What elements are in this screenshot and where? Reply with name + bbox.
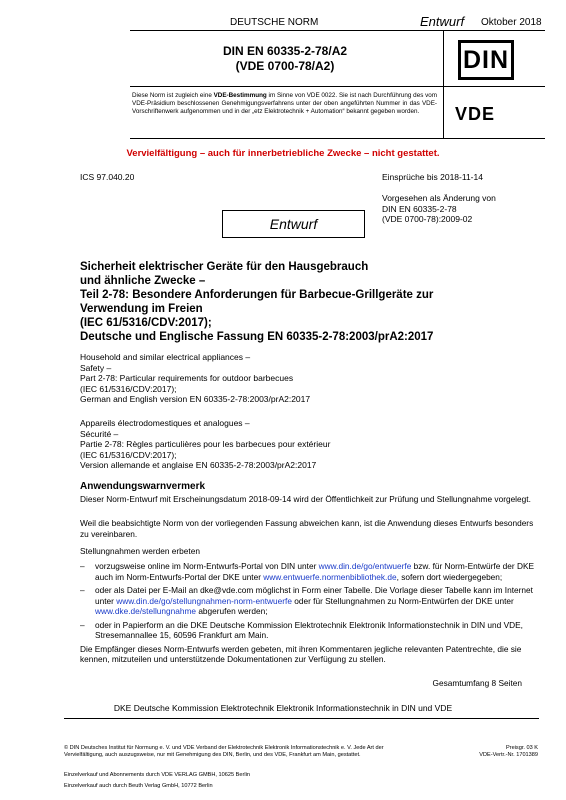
- warning-heading: Anwendungswarnvermerk: [80, 481, 206, 492]
- document-number: [175, 44, 395, 74]
- din-logo: DIN: [458, 40, 514, 80]
- din-entwuerfe-link[interactable]: www.din.de/go/entwuerfe: [318, 561, 412, 571]
- price-info: [450, 745, 538, 759]
- footer-rule: [64, 718, 539, 719]
- title-block-bottom-rule: [130, 138, 545, 139]
- list-item: – oder in Papierform an die DKE Deutsche Kommission Elektrotechnik Elektronik Informationstechnik in DIN und VDE, Stresemannallee 15, 60596 Frankfurt am Main.: [80, 619, 523, 640]
- norm-type-label: DEUTSCHE NORM: [230, 17, 319, 28]
- objection-deadline: Einsprüche bis 2018-11-14: [382, 172, 483, 182]
- document-number-line2: (VDE 0700-78/A2): [235, 59, 335, 73]
- sales-beuth-verlag: Einzelverkauf auch durch Beuth Verlag GmbH, 10772 Berlin: [64, 783, 213, 789]
- din-stellungnahmen-link[interactable]: www.din.de/go/stellungnahmen-norm-entwuerfe: [116, 595, 292, 606]
- title-english: Household and similar electrical appliances – Safety – Part 2-78: Particular requirements for outdoor barbecues (IEC 61/5316/CDV:2017); German and English version EN 60335-2-78:2003/prA2:2017: [80, 352, 311, 404]
- list-item: – oder als Datei per E-Mail an dke@vde.com möglichst in Form einer Tabelle. Die Vorlage dieser Tabelle kann im Internet unter www.din.de/go/stellungnahmen-norm-entwuerfe oder für Stellungnahmen zu Norm-Entwürfen der DKE unter www.dke.de/stellungnahme abgerufen werden;: [80, 585, 533, 616]
- comments-requested: Stellungnahmen werden erbeten: [80, 546, 200, 556]
- title-block-rule: [130, 86, 545, 87]
- title-french: Appareils électrodomestiques et analogues – Sécurité – Partie 2-78: Règles particulières pour les barbecues pour extérieur (IEC 61/5316/CDV:2017); Version allemande et anglaise EN 60335-2-78:2003/prA2:2017: [80, 418, 331, 470]
- vde-note: Diese Norm ist zugleich eine VDE-Bestimmung im Sinne von VDE 0022. Sie ist nach Durchführung des vom VDE-Präsidium beschlossenen Genehmigungsverfahrens unter der oben angeführten Nummer in das VDE-Vorschriftenwerk aufgenommen und in der „etz Elektrotechnik + Automation“ bekannt gegeben worden.: [132, 92, 437, 115]
- ics-code: ICS 97.040.20: [80, 172, 135, 182]
- vde-logo: VDE: [455, 104, 496, 124]
- warning-paragraph-2: Weil die beabsichtigte Norm von der vorliegenden Fassung abweichen kann, ist die Anwendung dieses Entwurfs besonders zu vereinbaren.: [80, 518, 534, 539]
- entwurf-header-label: Entwurf: [420, 14, 465, 29]
- document-number-line1: DIN EN 60335-2-78/A2: [222, 44, 348, 58]
- dke-stellungnahme-link[interactable]: www.dke.de/stellungnahme: [95, 606, 197, 616]
- patent-notice: Die Empfänger dieses Norm-Entwurfs werden gebeten, mit ihren Kommentaren jegliche relevanten Patentrechte, die sie kennen, mitzuteilen und unterstützende Dokumentationen zur Verfügung zu stellen.: [80, 643, 522, 664]
- entwurf-stamp: Entwurf: [222, 210, 365, 238]
- title-block-divider: [443, 30, 444, 138]
- dke-organization: DKE Deutsche Kommission Elektrotechnik Elektronik Informationstechnik in DIN und VDE: [113, 703, 453, 713]
- dke-entwuerfe-link[interactable]: www.entwuerfe.normenbibliothek.de: [263, 571, 397, 582]
- list-item: – vorzugsweise online im Norm-Entwurfs-Portal von DIN unter www.din.de/go/entwuerfe bzw. für Norm-Entwürfe der DKE auch im Norm-Entwurfs-Portal der DKE unter www.entwuerfe.normenbibliothek.de, sofern dort wiedergegeben;: [80, 561, 535, 582]
- title-german: Sicherheit elektrischer Geräte für den Hausgebrauch und ähnliche Zwecke – Teil 2-78: Besondere Anforderungen für Barbecue-Grillgeräte zur Verwendung im Freien (IEC 61/5316/CDV:2017); Deutsche und Englische Fassung EN 60335-2-78:2003/prA2:2017: [80, 261, 434, 343]
- header-rule: [130, 30, 545, 31]
- sales-vde-verlag: Einzelverkauf und Abonnements durch VDE VERLAG GMBH, 10625 Berlin: [64, 772, 250, 778]
- copyright-notice: © DIN Deutsches Institut für Normung e. V. und VDE Verband der Elektrotechnik Elektronik Informationstechnik e. V. Jede Art der Vervielfältigung, auch auszugsweise, nur mit Genehmigung des DIN, Berlin, und des VDE, Frankfurt am Main, gestattet.: [64, 745, 384, 758]
- issue-date: Oktober 2018: [481, 17, 542, 28]
- comment-options-list: [80, 561, 540, 665]
- copy-warning: Vervielfältigung – auch für innerbetriebliche Zwecke – nicht gestattet.: [126, 148, 440, 159]
- vde-contract-number: VDE-Vertr.-Nr. 1701389: [479, 752, 538, 758]
- intended-amendment: Vorgesehen als Änderung von DIN EN 60335-2-78 (VDE 0700-78):2009-02: [382, 193, 496, 224]
- total-pages: Gesamtumfang 8 Seiten: [432, 678, 522, 688]
- price-group: Preisgr. 03 K: [505, 745, 538, 751]
- warning-paragraph-1: Dieser Norm-Entwurf mit Erscheinungsdatum 2018-09-14 wird der Öffentlichkeit zur Prüfung und Stellungnahme vorgelegt.: [80, 494, 531, 504]
